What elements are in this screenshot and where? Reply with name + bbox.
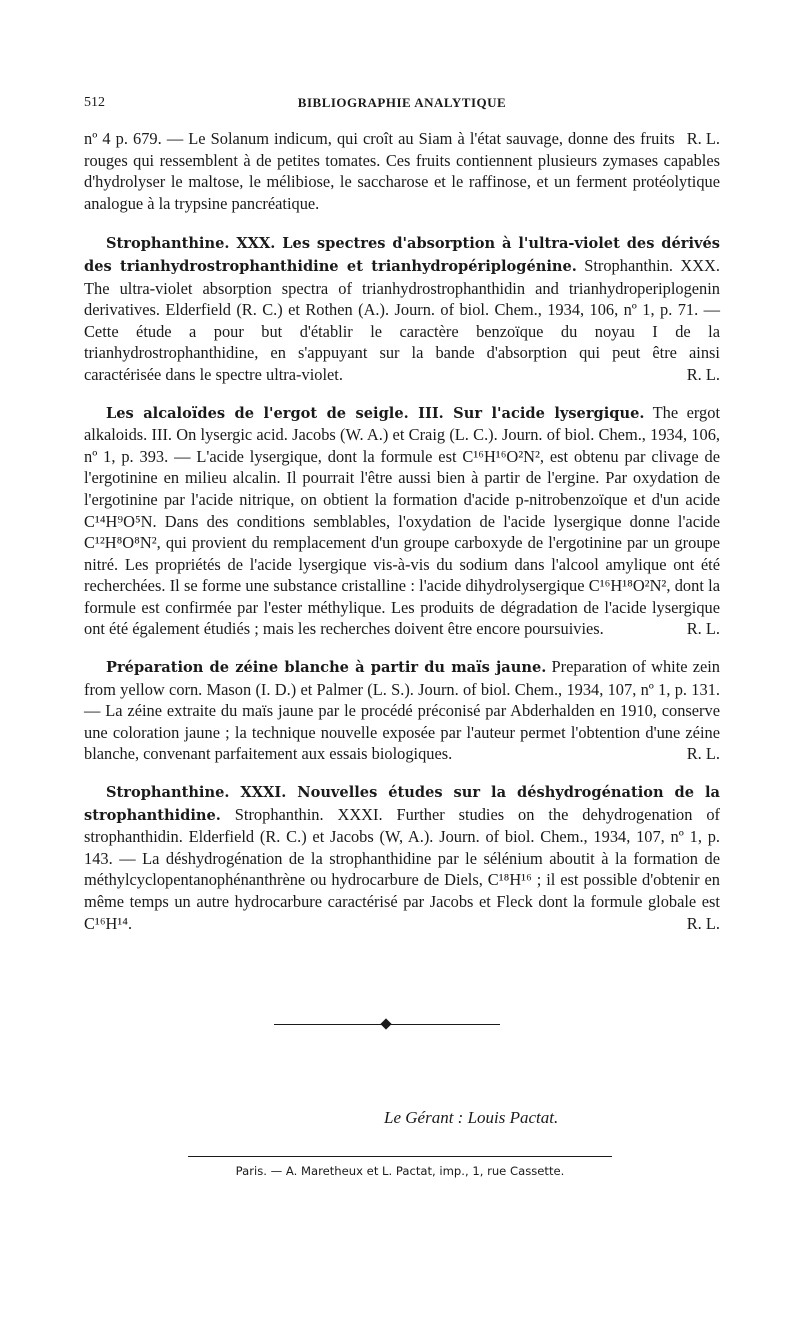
bibliography-entry — [84, 781, 720, 934]
gerant-line: Le Gérant : Louis Pactat. — [384, 1108, 559, 1127]
entry-title: Les alcaloïdes de l'ergot de seigle. III. Sur l'acide lysergique. — [106, 404, 645, 422]
bibliography-entry — [84, 402, 720, 641]
bibliography-entry — [84, 128, 720, 214]
entry-text: The ergot alkaloids. III. On lysergic acid. Jacobs (W. A.) et Craig (L. C.). Journ. of biol. Chem., 1934, 106, nº 1, p. 393. — L'acide lysergique, dont la formule est C¹⁶H¹⁶O²N², est obtenu par clivage de l'ergotinine en milieu alcalin. Il pourrait l'être aussi bien à partir de l'ergine. Par oxydation de l'ergotinine par l'acide nitrique, on obtient la formation d'acide p-nitrobenzoïque et d'un acide C¹⁴H⁹O⁵N. Dans des conditions semblables, l'oxydation de l'acide lysergique donne l'acide C¹²H⁸O⁸N², qui provient du remplacement d'un groupe carboxyde de l'ergotinine par un groupe nitré. Les propriétés de l'acide lysergique vis-à-vis du sodium dans l'alcool amylique ont été recherchées. Il se forme une substance cristalline : l'acide dihydrolysergique C¹⁶H¹⁸O²N², dont la formule est confirmée par l'ester méthylique. Les produits de dégradation de l'acide lysergique ont été également étudiés ; mais les recherches doivent être encore poursuivies. — [84, 402, 720, 639]
imprint-rule — [188, 1156, 612, 1157]
entry-title: Strophanthine. XXXI. Nouvelles études sur la déshydrogénation de la strophanthidine. — [84, 784, 720, 824]
printer-imprint: Paris. — A. Maretheux et L. Pactat, imp., 1, rue Cassette. — [235, 1164, 565, 1178]
bibliography-body — [84, 128, 720, 950]
entry-signature: R. L. — [686, 913, 720, 933]
entry-signature: R. L. — [686, 619, 720, 639]
ornamental-separator — [274, 1018, 500, 1030]
diamond-icon — [380, 1018, 391, 1029]
entry-text: Strophanthin. XXX. The ultra-violet absorption spectra of trianhydrostrophanthidin and trianhydroperiplogenin derivatives. Elderfield (R. C.) et Rothen (A.). Journ. of biol. Chem., 1934, 106, nº 1, p. 71. — Cette étude a pour but d'établir le caractère benzoïque du noyau I de la trianhydrostrophanthidine, en s'appuyant sur la bande d'absorption qui peut être ainsi caractérisée dans le spectre ultra-violet. — [84, 255, 720, 384]
entry-text: nº 4 p. 679. — Le Solanum indicum, qui croît au Siam à l'état sauvage, donne des fruits rouges qui ressemblent à de petites tomates. Ces fruits contiennent plusieurs zymases capables d'hydrolyser le maltose, le mélibiose, le saccharose et le raffinose, et un ferment protéolytique analogue à la trypsine pancréatique. — [84, 129, 720, 213]
bibliography-entry — [84, 656, 720, 765]
entry-signature: R. L. — [686, 744, 720, 764]
entry-title: Strophanthine. XXX. Les spectres d'absorption à l'ultra-violet des dérivés des trianhydrostrophanthidine et trianhydropériplogénine. — [84, 235, 720, 275]
page-number: 512 — [84, 95, 105, 110]
bibliography-entry — [84, 232, 720, 385]
running-title: BIBLIOGRAPHIE ANALYTIQUE — [297, 95, 507, 110]
entry-text: Preparation of white zein from yellow corn. Mason (I. D.) et Palmer (L. S.). Journ. of biol. Chem., 1934, 107, nº 1, p. 131. — La zéine extraite du maïs jaune par le procédé préconisé par Abderhalden en 1910, conserve une coloration jaune ; la technique nouvelle exposée par l'auteur permet l'obtention d'une zéine blanche, convenant parfaitement aux essais biologiques. — [84, 657, 721, 764]
entry-signature: R. L. — [686, 364, 720, 384]
entry-signature: R. L. — [686, 129, 720, 148]
entry-text: Strophanthin. XXXI. Further studies on the dehydrogenation of strophanthidin. Elderfield (R. C.) et Jacobs (W, A.). Journ. of biol. Chem., 1934, 107, nº 1, p. 143. — La déshydrogénation de la strophanthidine par le sélénium aboutit à la formation de méthylcyclopentanophénanthrène ou hydrocarbure de Diels, C¹⁸H¹⁶ ; il est possible d'obtenir en même temps un autre hydrocarbure caractérisé par Jacobs et Fleck dont la formule globale est C¹⁶H¹⁴. — [84, 804, 720, 933]
entry-title: Préparation de zéine blanche à partir du maïs jaune. — [106, 659, 547, 677]
page-header — [84, 95, 720, 115]
